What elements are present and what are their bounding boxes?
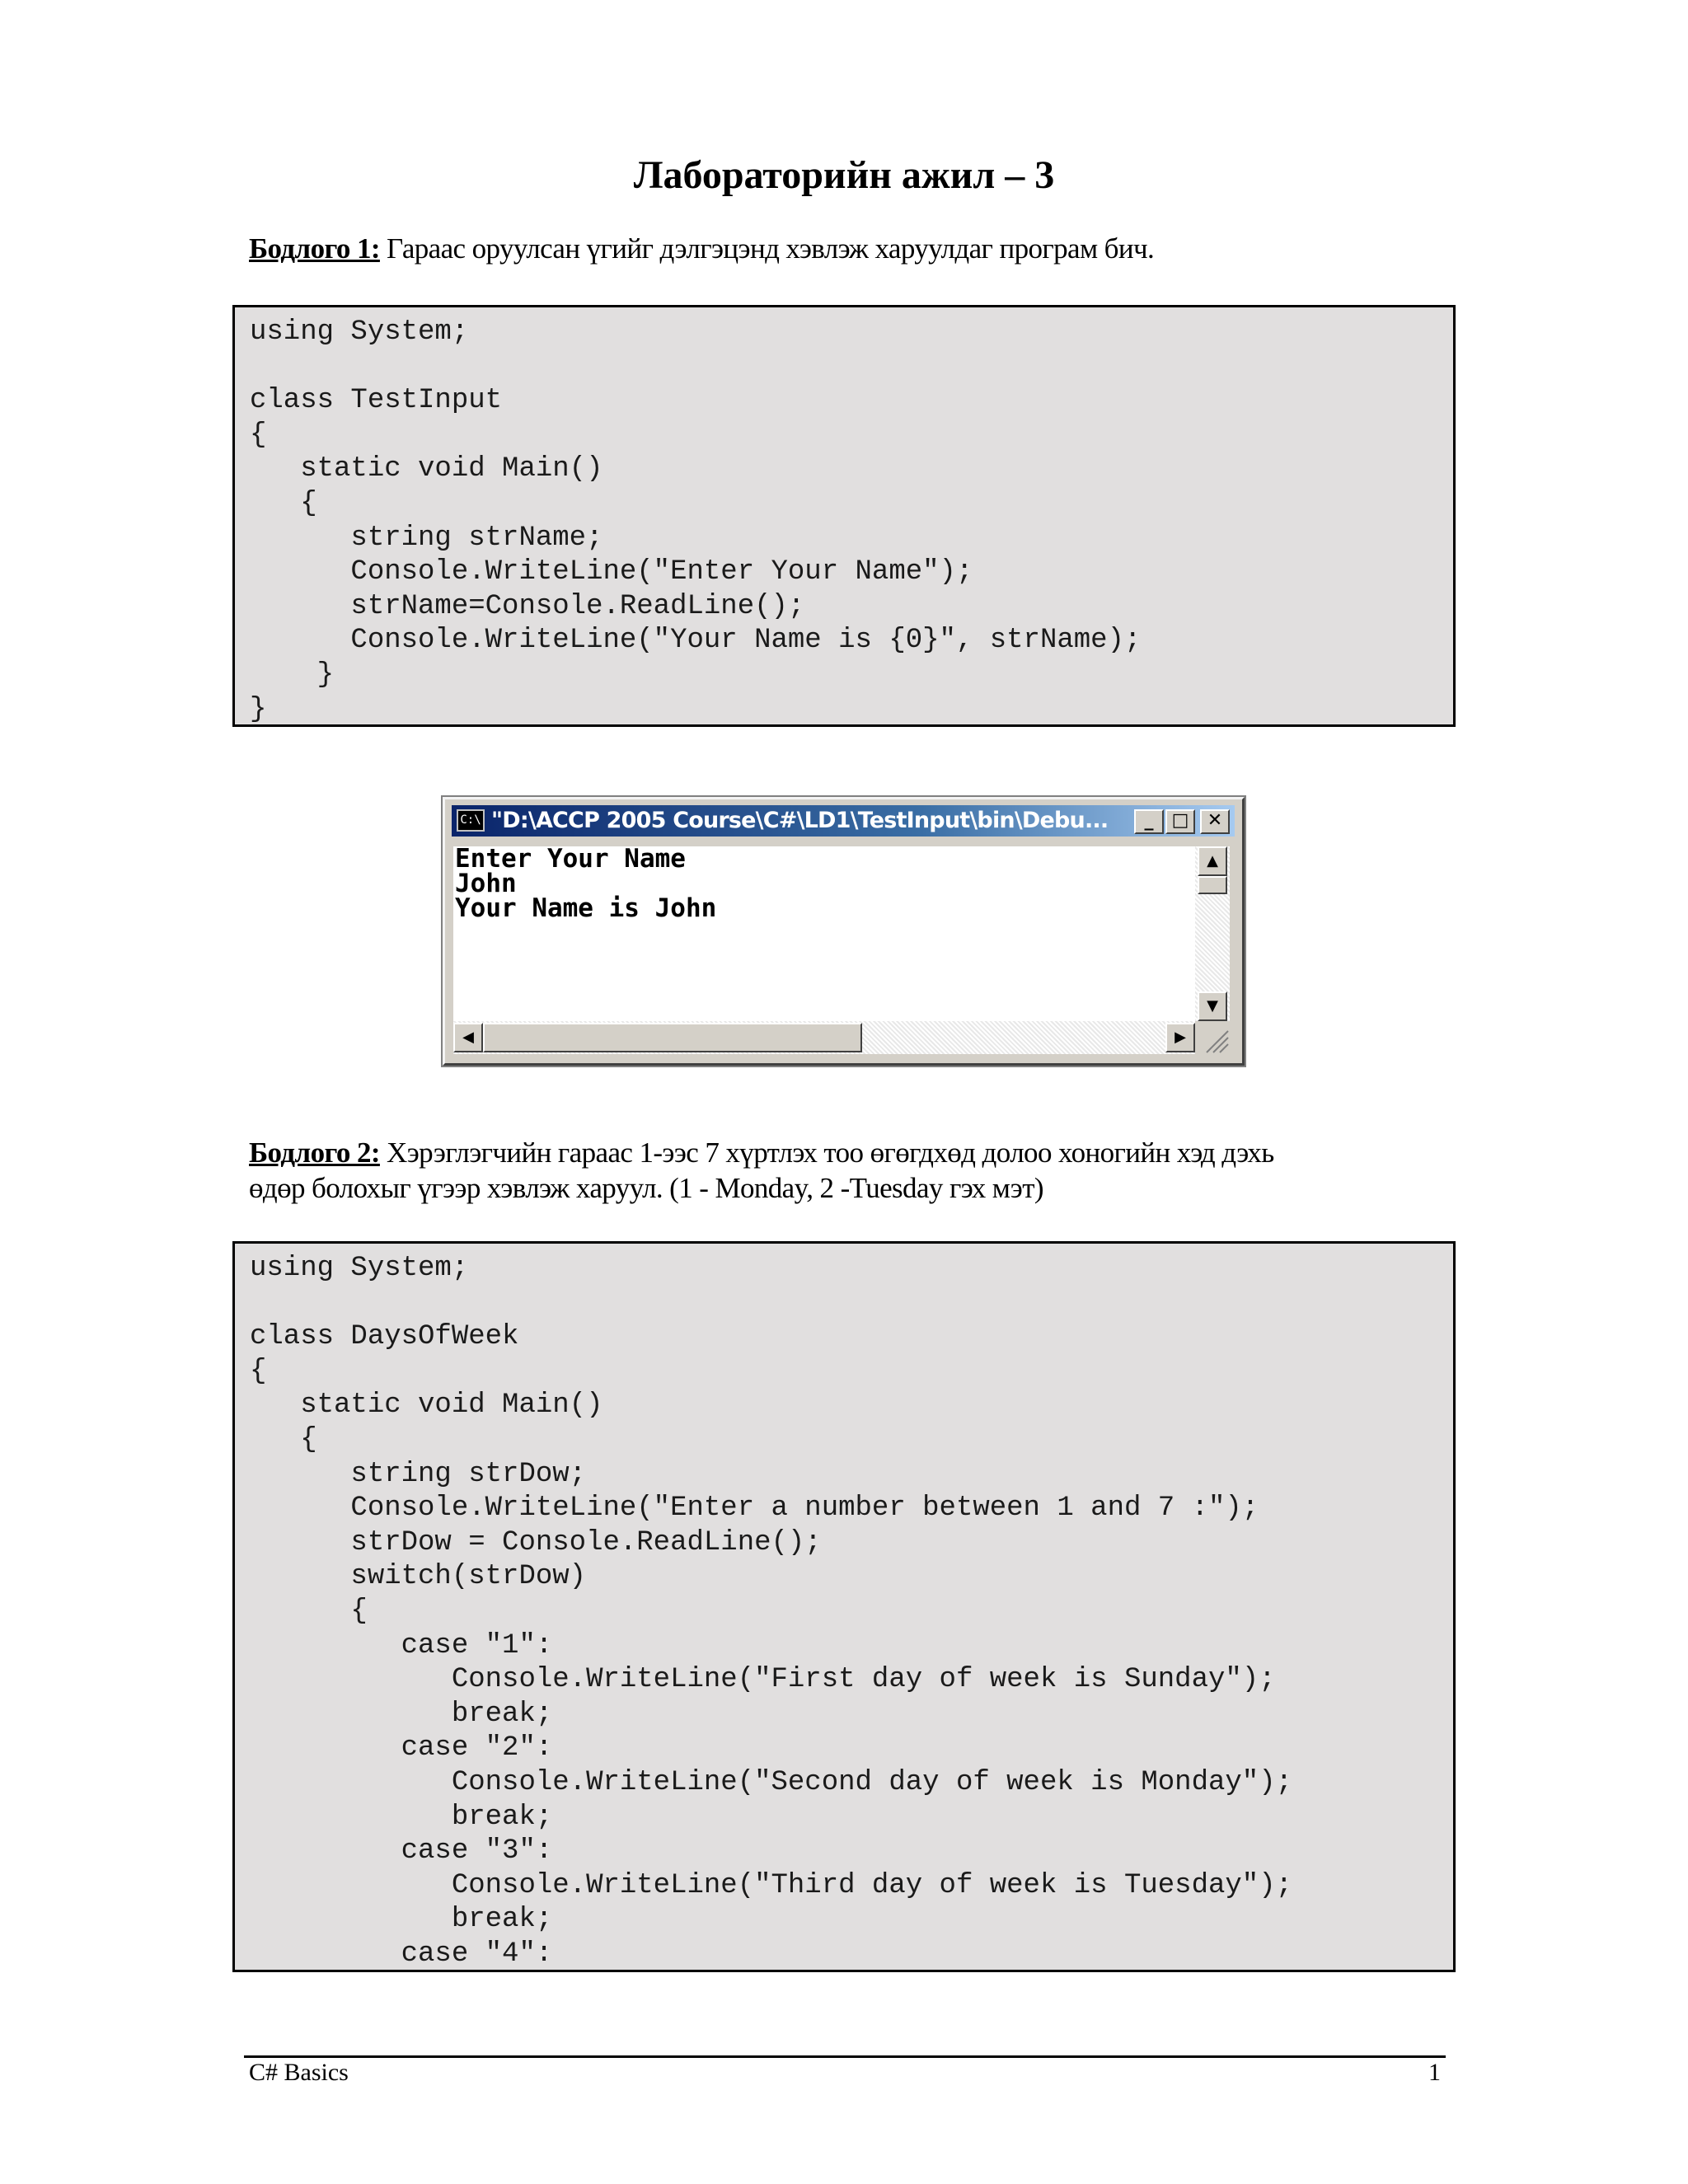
code-line: Console.WriteLine("First day of week is Sunday"); — [250, 1664, 1276, 1696]
page-number: 1 — [1428, 2059, 1441, 2086]
code-line: string strName; — [250, 522, 603, 554]
code-line: case "1": — [250, 1629, 553, 1661]
console-line: Your Name is John — [455, 893, 717, 923]
code-line: break; — [250, 1801, 553, 1833]
code-line: break; — [250, 1904, 553, 1936]
task-1-label: Бодлого 1: — [249, 232, 380, 265]
code-line: case "4": — [250, 1938, 553, 1970]
close-button[interactable]: ✕ — [1200, 809, 1230, 834]
code-line: Console.WriteLine("Your Name is {0}", strName); — [250, 625, 1142, 657]
console-window — [443, 797, 1245, 1066]
horizontal-scrollbar[interactable] — [453, 1021, 1195, 1054]
resize-grip-icon[interactable] — [1195, 1021, 1230, 1054]
code-line: case "3": — [250, 1835, 553, 1868]
code-line: class TestInput — [250, 385, 503, 417]
code-line: Console.WriteLine("Enter a number between 1 and 7 :"); — [250, 1493, 1259, 1525]
code-line: string strDow; — [250, 1458, 587, 1490]
code-line: Console.WriteLine("Third day of week is Tuesday"); — [250, 1869, 1293, 1901]
task-2 — [249, 1135, 1485, 1206]
console-line: Enter Your Name — [455, 846, 686, 874]
minimize-button[interactable]: _ — [1134, 809, 1164, 834]
code-line: class DaysOfWeek — [250, 1321, 519, 1353]
scroll-up-icon[interactable]: ▲ — [1198, 846, 1227, 876]
console-output — [453, 846, 1195, 1021]
code-line: { — [250, 419, 267, 451]
code-line: Console.WriteLine("Second day of week is Monday"); — [250, 1766, 1293, 1798]
code-line: static void Main() — [250, 1390, 603, 1422]
code-line: static void Main() — [250, 453, 603, 485]
console-titlebar[interactable] — [452, 805, 1235, 837]
code-line: case "2": — [250, 1732, 553, 1765]
code-line — [250, 350, 1440, 385]
task-1 — [249, 231, 1485, 266]
code-block-1 — [232, 305, 1456, 727]
vertical-scroll-thumb[interactable] — [1198, 876, 1227, 894]
page-title: Лабораторийн ажил – 3 — [633, 153, 1055, 197]
code-block-2 — [232, 1241, 1456, 1972]
scroll-left-icon[interactable]: ◀ — [453, 1023, 483, 1052]
code-line: switch(strDow) — [250, 1561, 587, 1593]
footer-divider — [244, 2055, 1446, 2058]
scroll-down-icon[interactable]: ▼ — [1198, 991, 1227, 1021]
code-line: } — [250, 658, 335, 691]
console-line: John — [455, 869, 517, 898]
code-line: } — [250, 693, 267, 725]
code-line: { — [250, 1595, 368, 1627]
footer-title: C# Basics — [249, 2059, 349, 2086]
code-line: break; — [250, 1698, 553, 1730]
horizontal-scroll-thumb[interactable] — [483, 1023, 862, 1052]
code-line — [250, 1286, 1440, 1321]
console-icon: C:\ — [457, 809, 485, 832]
scroll-right-icon[interactable]: ▶ — [1165, 1023, 1195, 1052]
vertical-scrollbar[interactable] — [1195, 846, 1230, 1021]
code-line: { — [250, 1355, 267, 1387]
task-2-label: Бодлого 2: — [249, 1137, 380, 1169]
task-1-text: Гараас оруулсан үгийг дэлгэцэнд хэвлэж харуулдаг програм бич. — [379, 232, 1155, 265]
code-line: { — [250, 1423, 317, 1455]
code-line: strDow = Console.ReadLine(); — [250, 1526, 822, 1558]
code-line: using System; — [250, 316, 469, 348]
code-line: Console.WriteLine("Enter Your Name"); — [250, 556, 973, 588]
console-title: "D:\ACCP 2005 Course\C#\LD1\TestInput\bin\Debu... — [491, 808, 1109, 833]
code-line: strName=Console.ReadLine(); — [250, 590, 805, 622]
maximize-button[interactable]: □ — [1165, 809, 1195, 834]
task-2-text-line-2: өдөр болохыг үгээр хэвлэж харуул. (1 - Monday, 2 -Tuesday гэх мэт) — [249, 1172, 1043, 1204]
code-line: { — [250, 487, 317, 519]
code-line: using System; — [250, 1253, 469, 1284]
task-2-text: Хэрэглэгчийн гараас 1-ээс 7 хүртлэх тоо өгөгдхөд долоо хоногийн хэд дэхь — [379, 1137, 1274, 1169]
